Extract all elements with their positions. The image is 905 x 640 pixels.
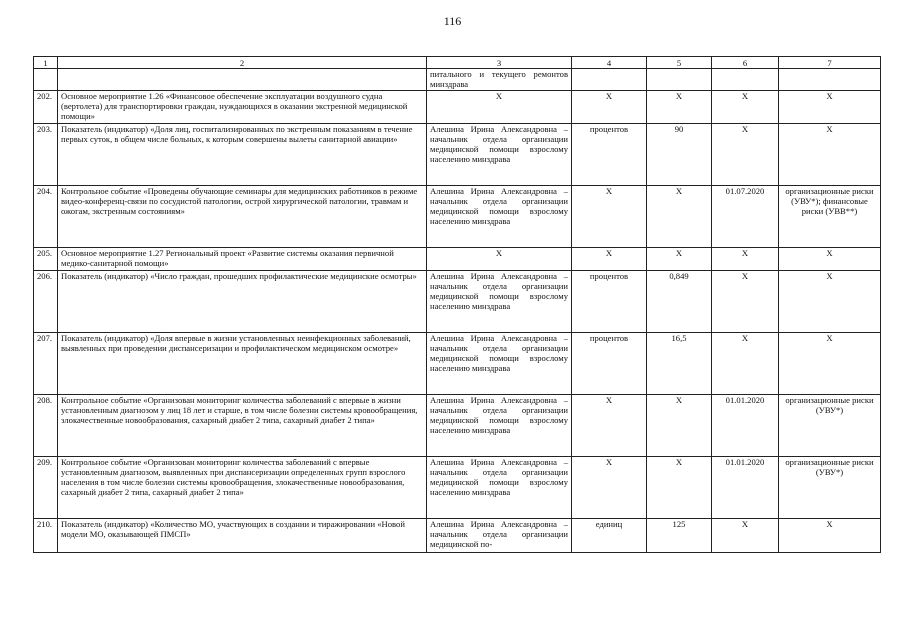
row-value: 90 xyxy=(647,124,712,186)
row-unit: X xyxy=(572,395,647,457)
row-value: X xyxy=(647,91,712,124)
row-number: 207. xyxy=(34,333,58,395)
row-risk: X xyxy=(779,519,881,553)
page-number: 116 xyxy=(443,14,462,28)
row-unit: единиц xyxy=(572,519,647,553)
row-description: Контрольное событие «Организован мониторинг количества заболеваний с впервые установленным диагнозом, выявленных при диспансеризации определенных групп взрослого населения в том числе болезни системы кровообращения, злокачественные новообразования, сахарный диабет 2 типа, сахарный диабет 2 типа» xyxy=(58,457,427,519)
row-responsible: Алешина Ирина Александровна – начальник отдела организации медицинской помощи взрослому населению минздрава xyxy=(427,333,572,395)
row-responsible: Алешина Ирина Александровна – начальник отдела организации медицинской помощи взрослому населению минздрава xyxy=(427,186,572,248)
row-date: 01.07.2020 xyxy=(712,186,779,248)
row-date: X xyxy=(712,333,779,395)
row-risk: организационные риски (УВУ*) xyxy=(779,395,881,457)
row-unit: процентов xyxy=(572,333,647,395)
col-header-4: 4 xyxy=(572,57,647,69)
table-row xyxy=(34,519,881,553)
row-number: 210. xyxy=(34,519,58,553)
col-header-7: 7 xyxy=(779,57,881,69)
table-row xyxy=(34,91,881,124)
row-unit: X xyxy=(572,91,647,124)
row-value: X xyxy=(647,457,712,519)
row-risk: организационные риски (УВУ*); финансовые риски (УВВ**) xyxy=(779,186,881,248)
row-description xyxy=(58,69,427,91)
table-row xyxy=(34,248,881,271)
row-value: X xyxy=(647,248,712,271)
row-unit: X xyxy=(572,457,647,519)
row-date: X xyxy=(712,271,779,333)
table-row xyxy=(34,395,881,457)
row-responsible: X xyxy=(427,248,572,271)
row-value xyxy=(647,69,712,91)
row-date xyxy=(712,69,779,91)
row-responsible: Алешина Ирина Александровна – начальник отдела организации медицинской помощи взрослому населению минздрава xyxy=(427,271,572,333)
row-description: Основное мероприятие 1.26 «Финансовое обеспечение эксплуатации воздушного судна (вертолета) для транспортировки граждан, нуждающихся в оказании экстренной медицинской помощи» xyxy=(58,91,427,124)
row-risk: X xyxy=(779,124,881,186)
row-description: Контрольное событие «Организован мониторинг количества заболеваний с впервые в жизни установленным диагнозом у лиц 18 лет и старше, в том числе болезни системы кровообращения, злокачественные новообразования, сахарный диабет 2 типа, сахарный диабет 2 типа» xyxy=(58,395,427,457)
row-responsible: Алешина Ирина Александровна – начальник отдела организации медицинской по- xyxy=(427,519,572,553)
row-number: 209. xyxy=(34,457,58,519)
row-responsible: X xyxy=(427,91,572,124)
row-risk: X xyxy=(779,91,881,124)
col-header-1: 1 xyxy=(34,57,58,69)
row-unit: процентов xyxy=(572,271,647,333)
row-responsible: питального и текущего ремонтов минздрава xyxy=(427,69,572,91)
row-date: X xyxy=(712,124,779,186)
row-responsible: Алешина Ирина Александровна – начальник отдела организации медицинской помощи взрослому населению минздрава xyxy=(427,124,572,186)
table-row xyxy=(34,124,881,186)
row-date: 01.01.2020 xyxy=(712,457,779,519)
row-description: Основное мероприятие 1.27 Региональный проект «Развитие системы оказания первичной медико-санитарной помощи» xyxy=(58,248,427,271)
row-risk xyxy=(779,69,881,91)
row-description: Контрольное событие «Проведены обучающие семинары для медицинских работников в режиме видео-конференц-связи по сосудистой патологии, острой хирургической патологии, травмам и ожогам, экстренным состояниям» xyxy=(58,186,427,248)
row-description: Показатель (индикатор) «Доля лиц, госпитализированных по экстренным показаниям в течение первых суток, в общем числе больных, к которым совершены вылеты санитарной авиации» xyxy=(58,124,427,186)
row-unit: X xyxy=(572,248,647,271)
table-row xyxy=(34,333,881,395)
row-date: X xyxy=(712,248,779,271)
row-description: Показатель (индикатор) «Число граждан, прошедших профилактические медицинские осмотры» xyxy=(58,271,427,333)
row-number: 208. xyxy=(34,395,58,457)
row-value: 16,5 xyxy=(647,333,712,395)
row-responsible: Алешина Ирина Александровна – начальник отдела организации медицинской помощи взрослому населению минздрава xyxy=(427,457,572,519)
row-number: 203. xyxy=(34,124,58,186)
table-row xyxy=(34,69,881,91)
row-risk: X xyxy=(779,333,881,395)
row-date: 01.01.2020 xyxy=(712,395,779,457)
row-value: 125 xyxy=(647,519,712,553)
row-number xyxy=(34,69,58,91)
row-responsible: Алешина Ирина Александровна – начальник отдела организации медицинской помощи взрослому населению минздрава xyxy=(427,395,572,457)
header-row xyxy=(34,57,881,69)
row-number: 205. xyxy=(34,248,58,271)
col-header-3: 3 xyxy=(427,57,572,69)
row-date: X xyxy=(712,91,779,124)
row-risk: X xyxy=(779,248,881,271)
row-number: 206. xyxy=(34,271,58,333)
row-risk: организационные риски (УВУ*) xyxy=(779,457,881,519)
col-header-6: 6 xyxy=(712,57,779,69)
row-risk: X xyxy=(779,271,881,333)
table-row xyxy=(34,186,881,248)
row-number: 204. xyxy=(34,186,58,248)
row-value: X xyxy=(647,395,712,457)
table-row xyxy=(34,457,881,519)
row-value: X xyxy=(647,186,712,248)
measures-table xyxy=(33,56,881,553)
row-unit: X xyxy=(572,186,647,248)
col-header-5: 5 xyxy=(647,57,712,69)
row-description: Показатель (индикатор) «Доля впервые в жизни установленных неинфекционных заболеваний, выявленных при проведении диспансеризации и профилактическом медицинском осмотре» xyxy=(58,333,427,395)
row-unit: процентов xyxy=(572,124,647,186)
row-date: X xyxy=(712,519,779,553)
table-row xyxy=(34,271,881,333)
row-value: 0,849 xyxy=(647,271,712,333)
col-header-2: 2 xyxy=(58,57,427,69)
row-unit xyxy=(572,69,647,91)
row-number: 202. xyxy=(34,91,58,124)
row-description: Показатель (индикатор) «Количество МО, участвующих в создании и тиражировании «Новой модели МО, оказывающей ПМСП» xyxy=(58,519,427,553)
